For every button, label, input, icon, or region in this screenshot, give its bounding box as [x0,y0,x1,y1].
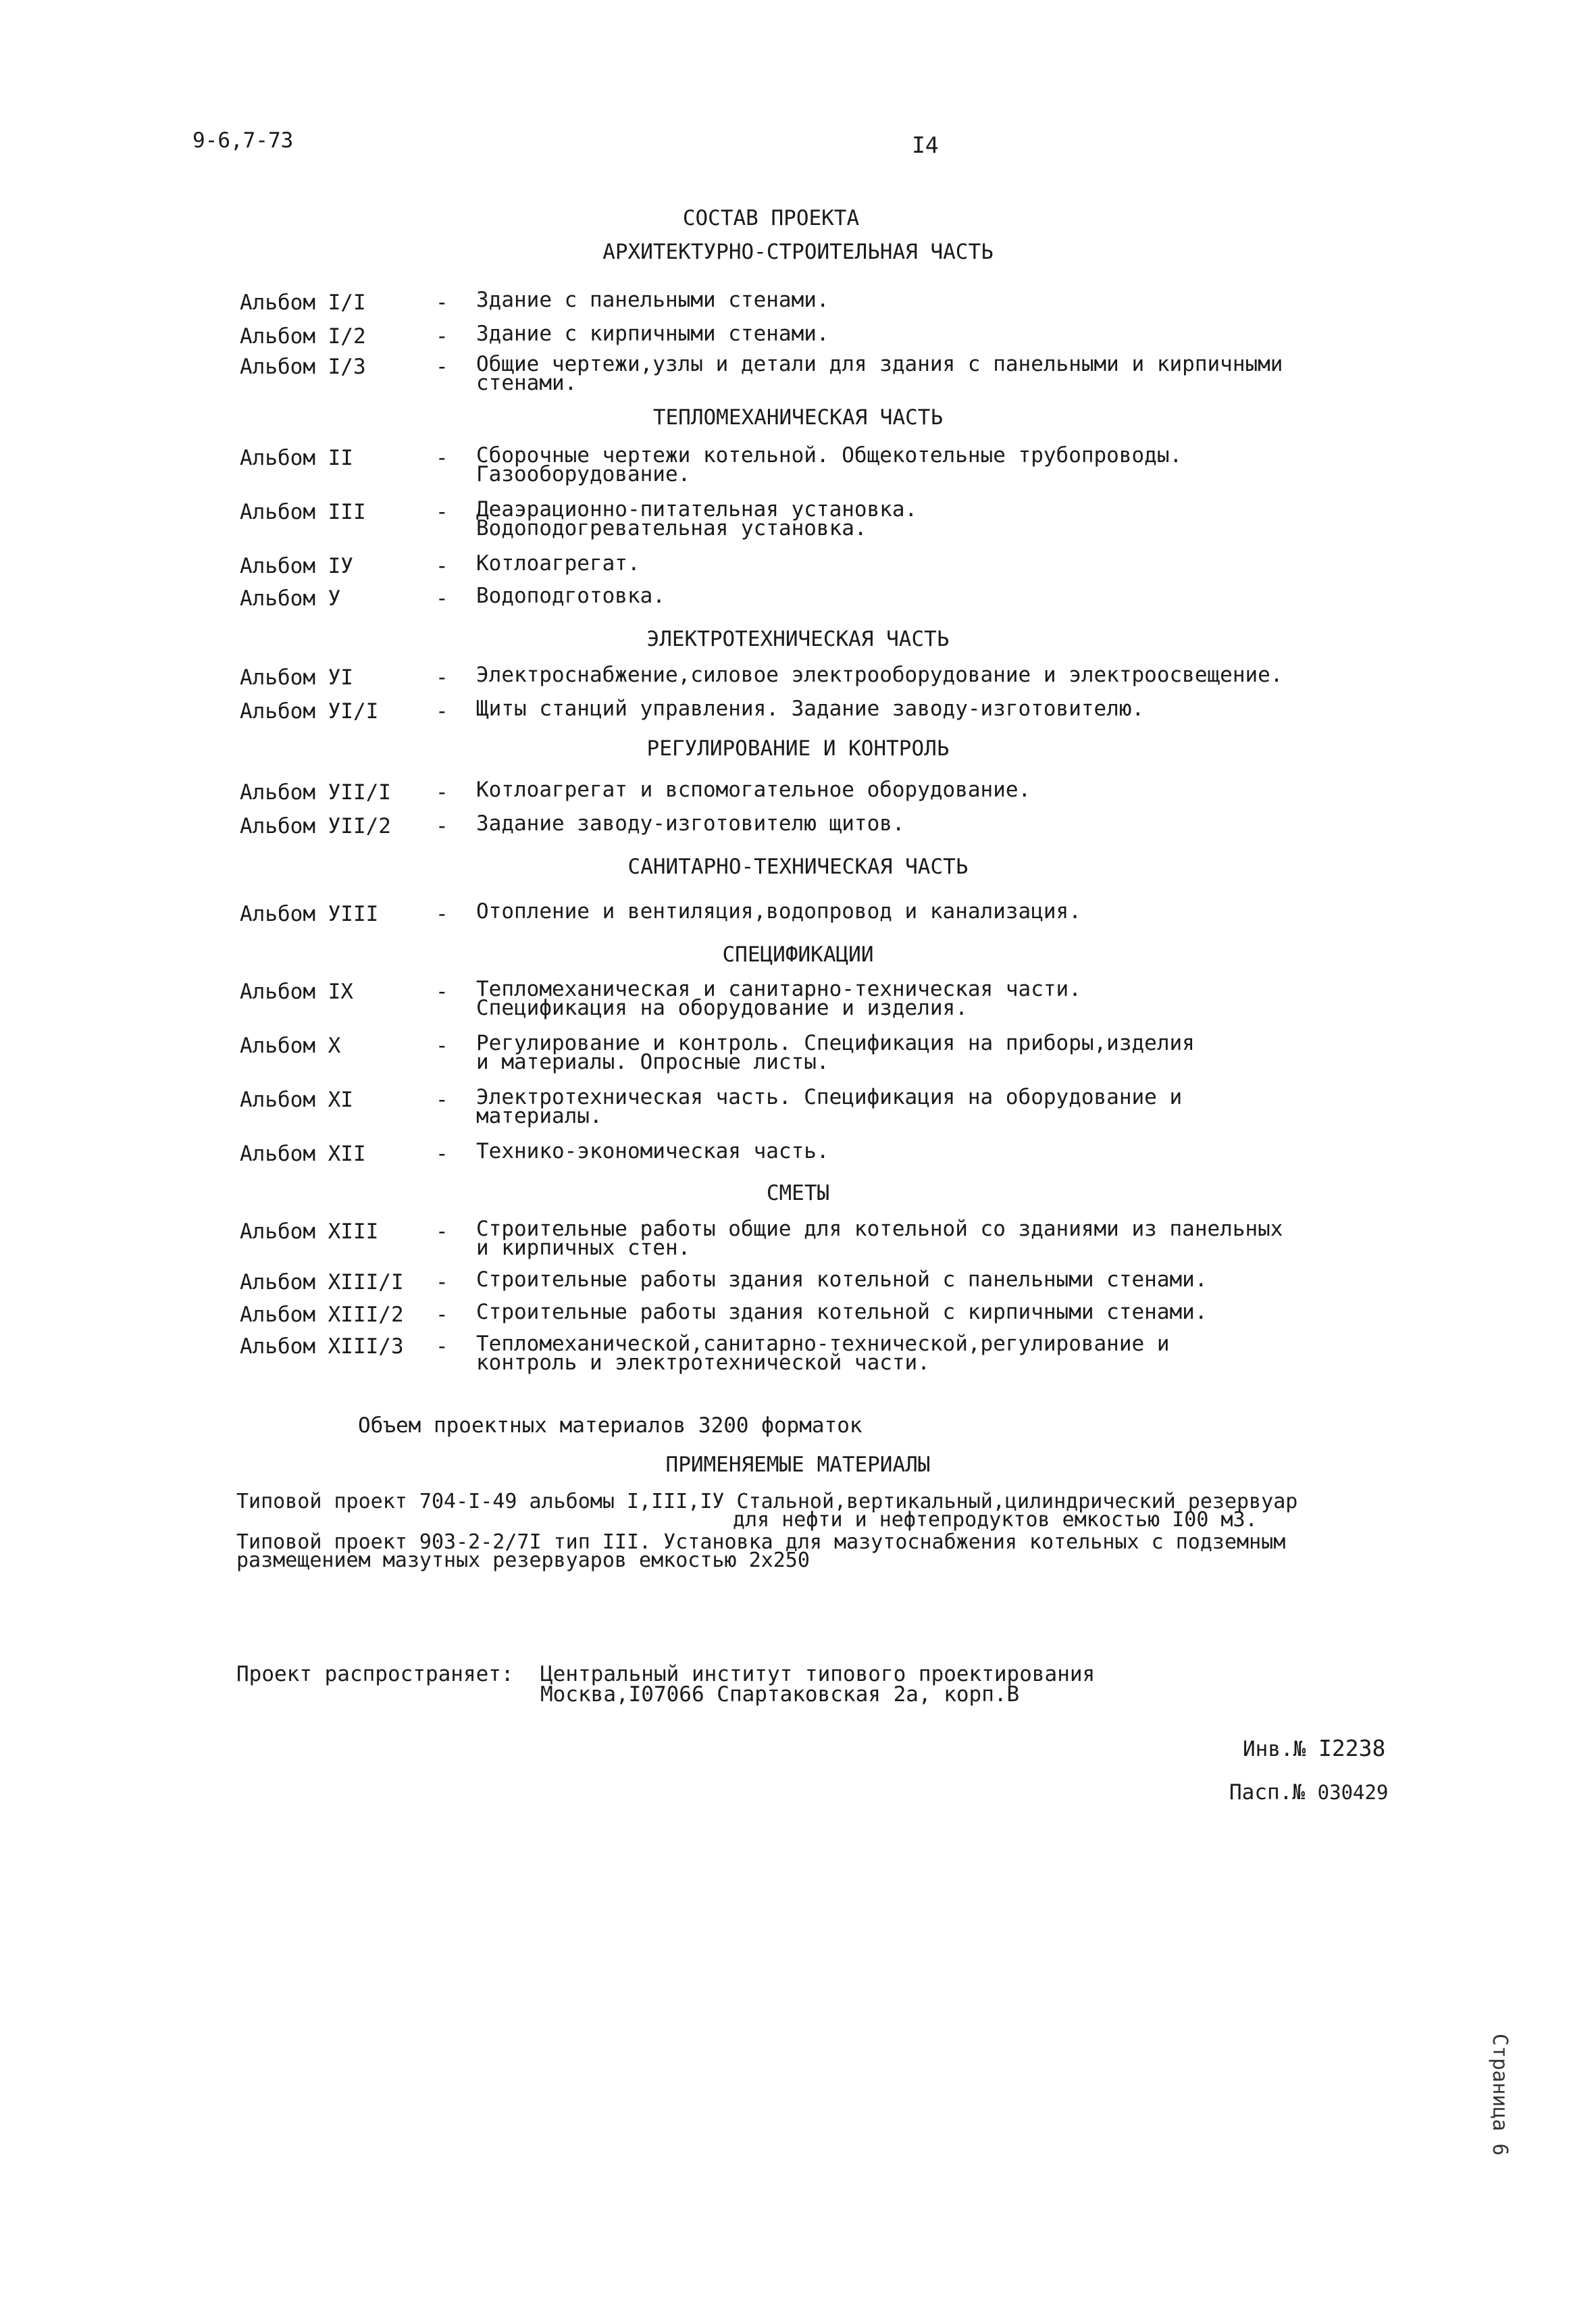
album-dash: - [436,1303,448,1327]
document-code: 9-6,7-73 [192,128,294,153]
album-dash: - [436,699,448,724]
album-dash: - [436,814,448,838]
album-dash: - [436,586,448,611]
album-label: Альбом XIII/I [240,1270,404,1294]
album-label: Альбом XII [240,1142,366,1166]
album-label: Альбом IX [240,980,353,1004]
album-label: Альбом I/2 [240,324,366,349]
passport-number [1229,1780,1388,1805]
album-label: Альбом III [240,500,366,524]
section-heading-regulation: РЕГУЛИРОВАНИЕ И КОНТРОЛЬ [646,736,950,761]
applied-material-line: Типовой проект 903-2-2/7I тип III. Установка для мазутоснабжения котельных с подземным [236,1530,1286,1554]
applied-material-line: для нефти и нефтепродуктов емкостью I00 м3. [733,1508,1258,1532]
distributor-line: Центральный институт типового проектирования [540,1662,1096,1686]
passport-label: Пасп.№ [1229,1780,1305,1805]
album-label: Альбом XIII [240,1219,379,1244]
section-heading-applied-materials: ПРИМЕНЯЕМЫЕ МАТЕРИАЛЫ [665,1453,931,1477]
page-title: СОСТАВ ПРОЕКТА [682,206,860,230]
album-description: Здание с панельными стенами. [476,288,829,312]
album-dash: - [436,1034,448,1058]
album-description: Электротехническая часть. Спецификация на оборудование и материалы. [476,1085,1183,1128]
album-description: Регулирование и контроль. Спецификация на приборы,изделия и материалы. Опросные листы. [476,1031,1195,1074]
album-label: Альбом УI [240,665,353,690]
album-label: Альбом I/3 [240,355,366,379]
album-description: Котлоагрегат. [476,551,640,576]
album-dash: - [436,1219,448,1244]
album-dash: - [436,1088,448,1112]
album-dash: - [436,1142,448,1166]
album-label: Альбом УII/2 [240,814,391,838]
album-label: Альбом XIII/3 [240,1334,404,1359]
album-dash: - [436,446,448,470]
section-heading-thermomechanical: ТЕПЛОМЕХАНИЧЕСКАЯ ЧАСТЬ [652,405,944,430]
section-heading-electrical: ЭЛЕКТРОТЕХНИЧЕСКАЯ ЧАСТЬ [646,627,950,651]
album-label: Альбом IУ [240,554,353,578]
album-dash: - [436,665,448,690]
page-number: I4 [912,132,939,158]
album-dash: - [436,1270,448,1294]
album-dash: - [436,324,448,349]
album-dash: - [436,291,448,315]
album-label: Альбом УI/I [240,699,379,724]
album-description: Деаэрационно-питательная установка. Водоподогревательная установка. [476,497,918,540]
album-description: Технико-экономическая часть. [476,1139,829,1163]
album-description: Сборочные чертежи котельной. Общекотельные трубопроводы. Газооборудование. [476,443,1183,486]
inventory-value: I2238 [1318,1735,1386,1761]
album-description: Строительные работы здания котельной с кирпичными стенами. [476,1300,1208,1324]
section-heading-estimates: СМЕТЫ [766,1181,830,1205]
album-description: Строительные работы здания котельной с панельными стенами. [476,1267,1208,1292]
inventory-label: Инв.№ [1243,1737,1306,1761]
album-description: Тепломеханической,санитарно-технической,регулирование и контроль и электротехнической части. [476,1332,1170,1375]
section-heading-sanitary: САНИТАРНО-ТЕХНИЧЕСКАЯ ЧАСТЬ [627,855,969,879]
album-description: Водоподготовка. [476,584,665,608]
inventory-number [1243,1735,1385,1761]
album-description: Задание заводу-изготовителю щитов. [476,811,905,836]
page-side-label: Страница 6 [1488,2034,1512,2156]
section-heading-architecture: АРХИТЕКТУРНО-СТРОИТЕЛЬНАЯ ЧАСТЬ [602,240,994,264]
album-label: Альбом X [240,1034,341,1058]
album-description: Котлоагрегат и вспомогательное оборудование. [476,778,1031,802]
album-label: Альбом УII/I [240,780,391,805]
album-description: Общие чертежи,узлы и детали для здания с панельными и кирпичными стенами. [476,352,1283,395]
album-label: Альбом УIII [240,902,379,926]
album-description: Щиты станций управления. Задание заводу-изготовителю. [476,697,1145,721]
applied-material-line: размещением мазутных резервуаров емкостью 2x250 [236,1549,810,1572]
album-description: Здание с кирпичными стенами. [476,322,829,346]
album-dash: - [436,902,448,926]
album-label: Альбом XI [240,1088,353,1112]
album-dash: - [436,1334,448,1359]
album-label: Альбом I/I [240,291,366,315]
album-label: Альбом XIII/2 [240,1303,404,1327]
passport-value: 030429 [1317,1781,1389,1804]
album-dash: - [436,980,448,1004]
album-description: Электроснабжение,силовое электрооборудование и электроосвещение. [476,663,1283,687]
distributor-label: Проект распространяет: [236,1662,514,1686]
album-description: Тепломеханическая и санитарно-техническая части. Спецификация на оборудование и изделия. [476,977,1081,1020]
album-description: Отопление и вентиляция,водопровод и канализация. [476,899,1081,924]
album-dash: - [436,780,448,805]
volume-note: Объем проектных материалов 3200 форматок [358,1413,863,1438]
album-dash: - [436,554,448,578]
album-label: Альбом У [240,586,341,611]
album-dash: - [436,500,448,524]
section-heading-specifications: СПЕЦИФИКАЦИИ [722,942,874,967]
album-dash: - [436,355,448,379]
distributor-line: Москва,I07066 Спартаковская 2а, корп.В [540,1682,1020,1707]
album-description: Строительные работы общие для котельной со зданиями из панельных и кирпичных стен. [476,1217,1283,1260]
applied-material-line: Типовой проект 704-I-49 альбомы I,III,IУ Стальной,вертикальный,цилиндрический резервуар [236,1490,1298,1513]
album-label: Альбом II [240,446,353,470]
